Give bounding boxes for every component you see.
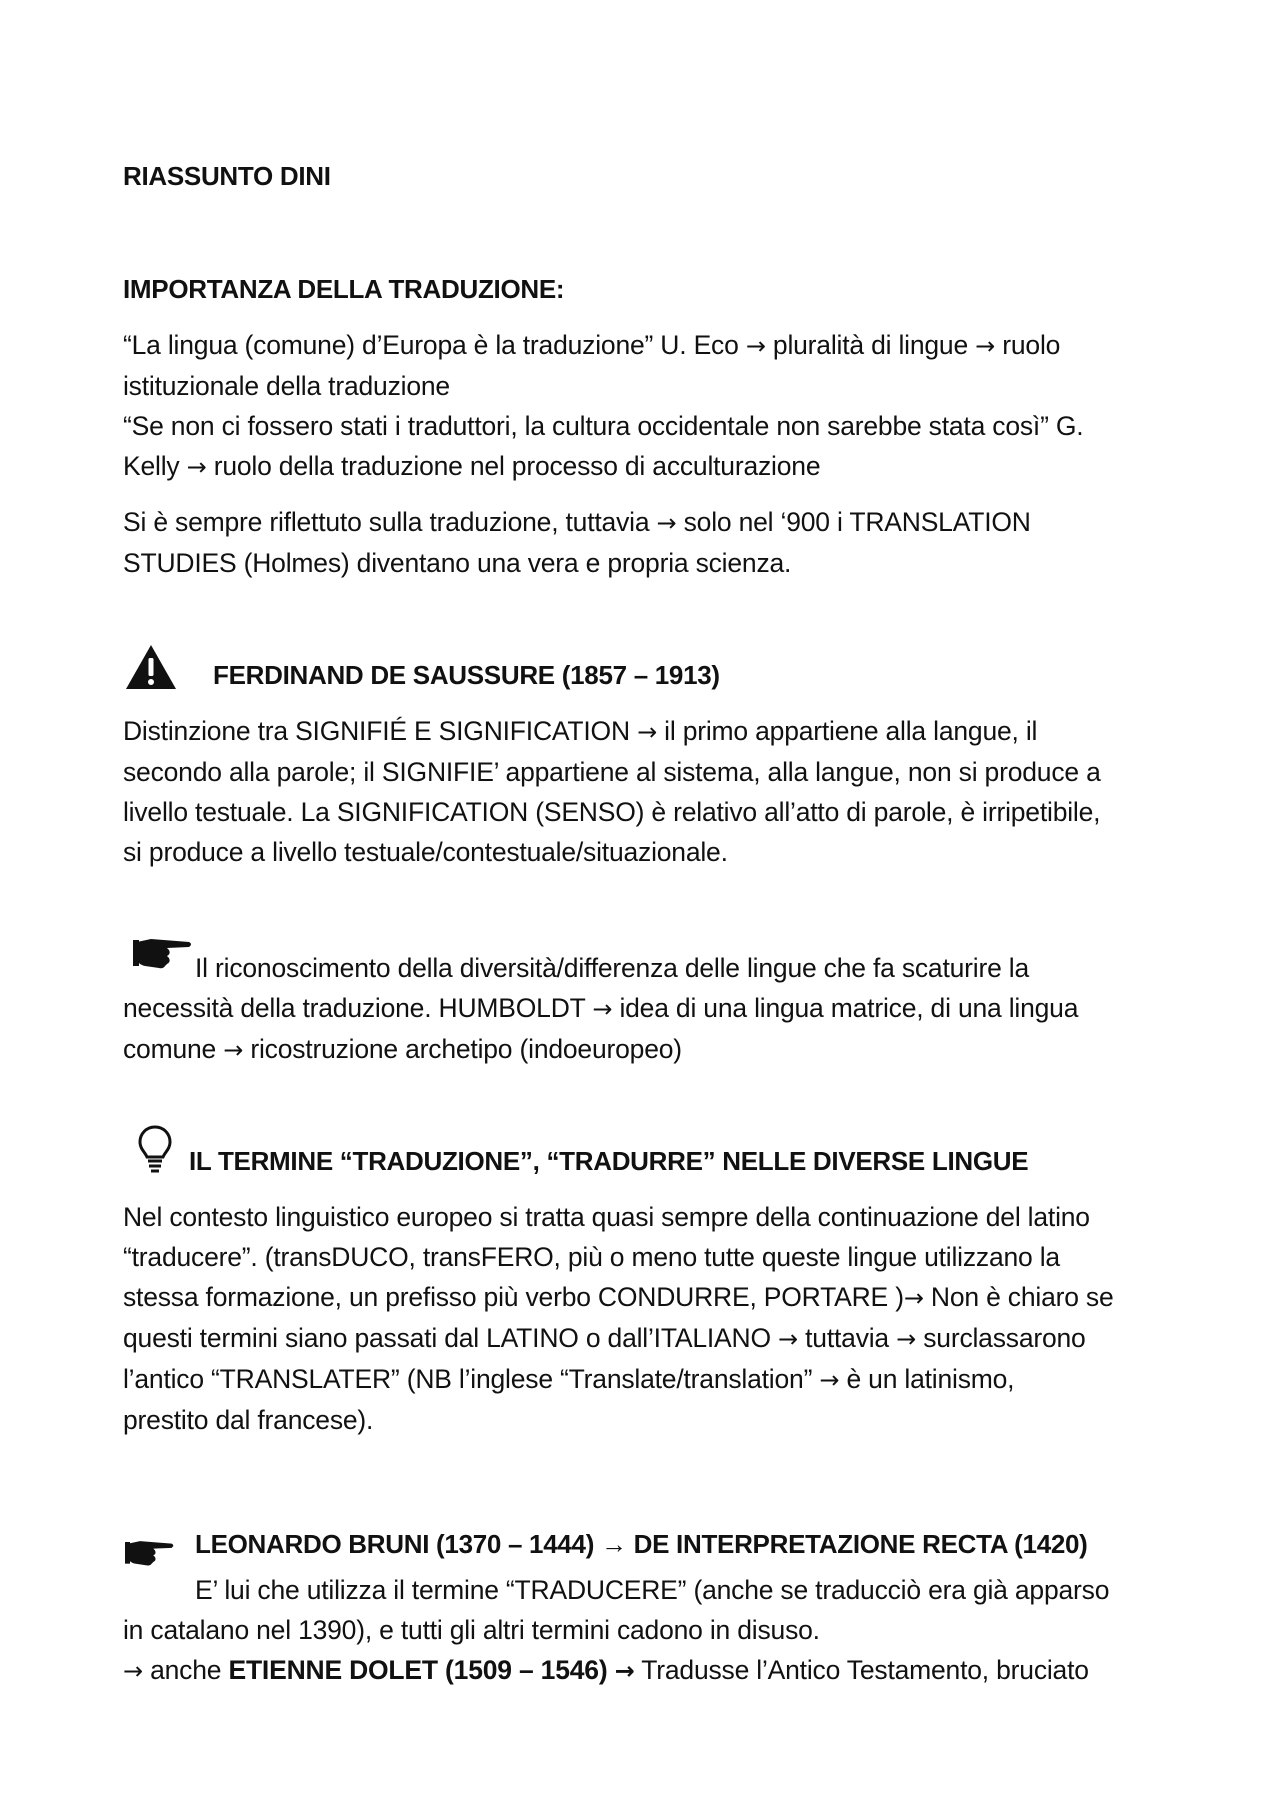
text-line: stessa formazione, un prefisso più verbo CONDURRE, PORTARE )→ Non è chiaro se	[123, 1282, 1114, 1312]
pointing-hand-icon	[125, 1536, 175, 1568]
arrow-icon: →	[778, 1325, 798, 1353]
text-line: questi termini siano passati dal LATINO o dall’ITALIANO → tuttavia → surclassarono	[123, 1323, 1086, 1353]
document-title: RIASSUNTO DINI	[123, 161, 331, 191]
arrow-icon: →	[819, 1366, 840, 1394]
section-heading-saussure: FERDINAND DE SAUSSURE (1857 – 1913)	[213, 660, 720, 690]
text-line: Si è sempre riflettuto sulla traduzione, tuttavia → solo nel ‘900 i TRANSLATION	[123, 507, 1031, 537]
text-line: E’ lui che utilizza il termine “TRADUCERE” (anche se traducciò era già apparso	[195, 1575, 1110, 1605]
text-line: Distinzione tra SIGNIFIÉ E SIGNIFICATION → il primo appartiene alla langue, il	[123, 716, 1038, 746]
arrow-icon: →	[903, 1284, 924, 1312]
paragraph-translation-studies	[123, 502, 1173, 583]
arrow-icon: →	[656, 509, 677, 537]
text-line: prestito dal francese).	[123, 1405, 374, 1435]
text-line: “La lingua (comune) d’Europa è la traduzione” U. Eco → pluralità di lingue → ruolo	[123, 330, 1061, 360]
paragraph-termine	[123, 1197, 1173, 1440]
paragraph-diversita	[123, 948, 1173, 1070]
arrow-icon: →	[896, 1325, 917, 1353]
text-line: Nel contesto linguistico europeo si tratta quasi sempre della continuazione del latino	[123, 1202, 1090, 1232]
arrow-icon: →	[975, 332, 996, 360]
lightbulb-icon	[137, 1124, 173, 1174]
arrow-icon: →	[745, 332, 766, 360]
text-line: necessità della traduzione. HUMBOLDT → idea di una lingua matrice, di una lingua	[123, 993, 1079, 1023]
section-heading-bruni: LEONARDO BRUNI (1370 – 1444) → DE INTERPRETAZIONE RECTA (1420)	[195, 1529, 1088, 1559]
text-line: Il riconoscimento della diversità/differenza delle lingue che fa scaturire la	[195, 953, 1030, 983]
section-heading-termine: IL TERMINE “TRADUZIONE”, “TRADURRE” NELLE DIVERSE LINGUE	[189, 1146, 1029, 1176]
arrow-icon: →	[186, 453, 207, 481]
warning-icon	[124, 643, 178, 691]
arrow-icon: →	[592, 995, 613, 1023]
arrow-icon: →	[123, 1657, 143, 1685]
text-line: Kelly → ruolo della traduzione nel processo di acculturazione	[123, 451, 821, 481]
text-line: STUDIES (Holmes) diventano una vera e propria scienza.	[123, 548, 792, 578]
text-line: livello testuale. La SIGNIFICATION (SENSO) è relativo all’atto di parole, è irripetibile,	[123, 797, 1101, 827]
text-line: “Se non ci fossero stati i traduttori, la cultura occidentale non sarebbe stata così” G.	[123, 411, 1084, 441]
text-line: → anche ETIENNE DOLET (1509 – 1546) → Tradusse l’Antico Testamento, bruciato	[123, 1655, 1089, 1685]
paragraph-bruni	[123, 1570, 1173, 1691]
text-line: in catalano nel 1390), e tutti gli altri termini cadono in disuso.	[123, 1615, 820, 1645]
section-heading-importanza: IMPORTANZA DELLA TRADUZIONE:	[123, 274, 565, 304]
text-line: istituzionale della traduzione	[123, 371, 450, 401]
paragraph-saussure	[123, 711, 1173, 872]
text-line: l’antico “TRANSLATER” (NB l’inglese “Translate/translation” → è un latinismo,	[123, 1364, 1015, 1394]
text-line: secondo alla parole; il SIGNIFIE’ appartiene al sistema, alla langue, non si produce a	[123, 757, 1101, 787]
arrow-icon: →	[223, 1036, 244, 1064]
arrow-icon: →	[637, 718, 657, 746]
text-line: si produce a livello testuale/contestuale/situazionale.	[123, 837, 728, 867]
arrow-icon: →	[614, 1657, 635, 1685]
text-line: comune → ricostruzione archetipo (indoeuropeo)	[123, 1034, 682, 1064]
text-line: “traducere”. (transDUCO, transFERO, più o meno tutte queste lingue utilizzano la	[123, 1242, 1060, 1272]
paragraph-eco-kelly	[123, 325, 1173, 487]
